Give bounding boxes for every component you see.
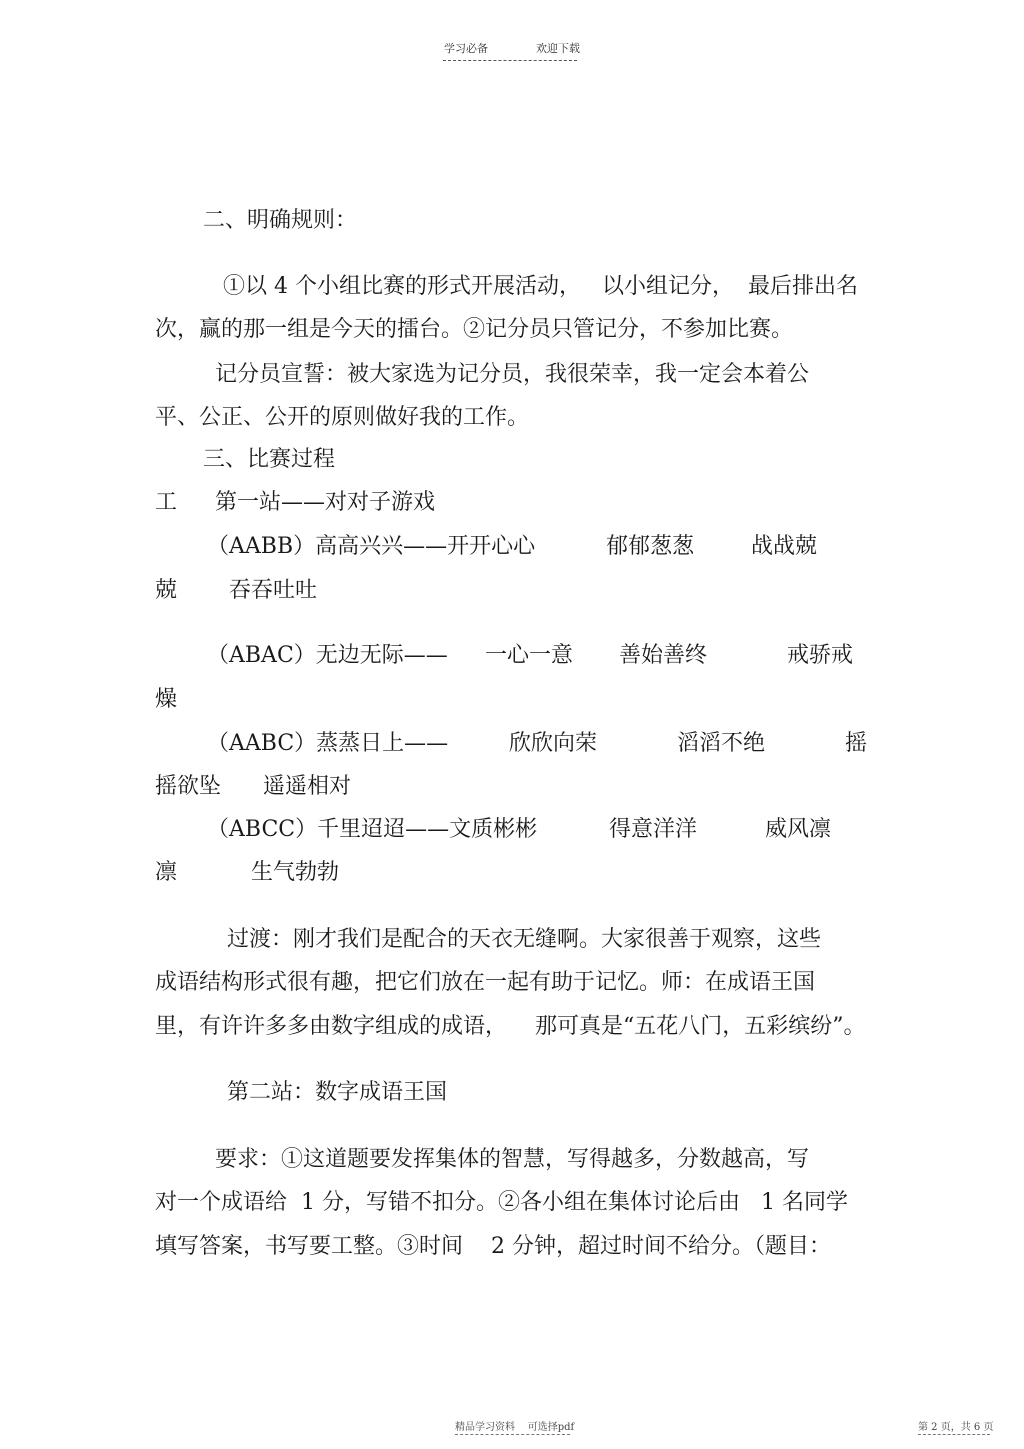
- paragraph-line: 成语结构形式很有趣，把它们放在一起有助于记忆。师：在成语王国: [155, 970, 816, 995]
- idiom-item: 摇: [845, 731, 868, 756]
- footer-right-rule: [918, 1434, 990, 1435]
- idiom-item: 郁郁葱葱: [606, 534, 695, 559]
- header-right-text: 欢迎下载: [536, 42, 580, 55]
- idiom-item: 凛: [155, 860, 178, 885]
- header-left-text: 学习必备: [444, 42, 488, 55]
- idiom-item: 燥: [155, 687, 178, 712]
- footer-page-number: 第 2 页，共 6 页: [918, 1422, 994, 1433]
- idiom-item: 一心一意: [485, 643, 574, 668]
- idiom-item: 战战兢: [751, 534, 818, 559]
- idiom-item: 滔滔不绝: [677, 731, 766, 756]
- footer-left-rule: [455, 1434, 570, 1435]
- idiom-row-abcc: （ABCC）千里迢迢——文质彬彬: [207, 817, 538, 842]
- idiom-item: 威风凛: [765, 817, 832, 842]
- idiom-item: 得意洋洋: [609, 817, 698, 842]
- stray-character: 工: [155, 490, 178, 515]
- paragraph-line: 要求：①这道题要发挥集体的智慧，写得越多，分数越高，写: [215, 1147, 810, 1172]
- idiom-item: 兢: [155, 578, 178, 603]
- idiom-item: 吞吞吐吐: [229, 578, 318, 603]
- idiom-item: 欣欣向荣: [509, 731, 598, 756]
- paragraph-line: 对一个成语给 1 分，写错不扣分。②各小组在集体讨论后由 1 名同学: [155, 1190, 848, 1215]
- station-two-heading: 第二站：数字成语王国: [227, 1080, 448, 1105]
- idiom-row-aabb: （AABB）高高兴兴——开开心心: [207, 534, 536, 559]
- paragraph-line: 填写答案，书写要工整。③时间 2 分钟，超过时间不给分。（题目：: [155, 1234, 831, 1259]
- idiom-item: 生气勃勃: [251, 860, 340, 885]
- station-one-heading: 第一站——对对子游戏: [215, 490, 436, 515]
- paragraph-line: 里，有许许多多由数字组成的成语， 那可真是“五花八门，五彩缤纷”。: [155, 1014, 866, 1039]
- idiom-item: 戒骄戒: [787, 643, 854, 668]
- paragraph-line: ①以 4 个小组比赛的形式开展活动， 以小组记分， 最后排出名: [223, 274, 858, 299]
- footer-left-text: 精品学习资料 可选择pdf: [455, 1422, 575, 1433]
- section-heading-rules: 二、明确规则：: [203, 208, 358, 233]
- idiom-row-aabc: （AABC）蒸蒸日上——: [207, 731, 449, 756]
- section-heading-process: 三、比赛过程: [203, 447, 336, 472]
- paragraph-line: 记分员宣誓：被大家选为记分员，我很荣幸，我一定会本着公: [215, 362, 810, 387]
- header-dashed-rule: [443, 60, 577, 61]
- paragraph-line: 平、公正、公开的原则做好我的工作。: [155, 405, 530, 430]
- idiom-row-abac: （ABAC）无边无际——: [207, 643, 448, 668]
- page-header: [0, 40, 1024, 56]
- paragraph-line: 过渡：刚才我们是配合的天衣无缝啊。大家很善于观察，这些: [227, 927, 822, 952]
- idiom-item: 善始善终: [619, 643, 708, 668]
- paragraph-line: 次，赢的那一组是今天的擂台。②记分员只管记分，不参加比赛。: [155, 317, 794, 342]
- idiom-item: 摇欲坠: [155, 774, 222, 799]
- idiom-item: 遥遥相对: [263, 774, 352, 799]
